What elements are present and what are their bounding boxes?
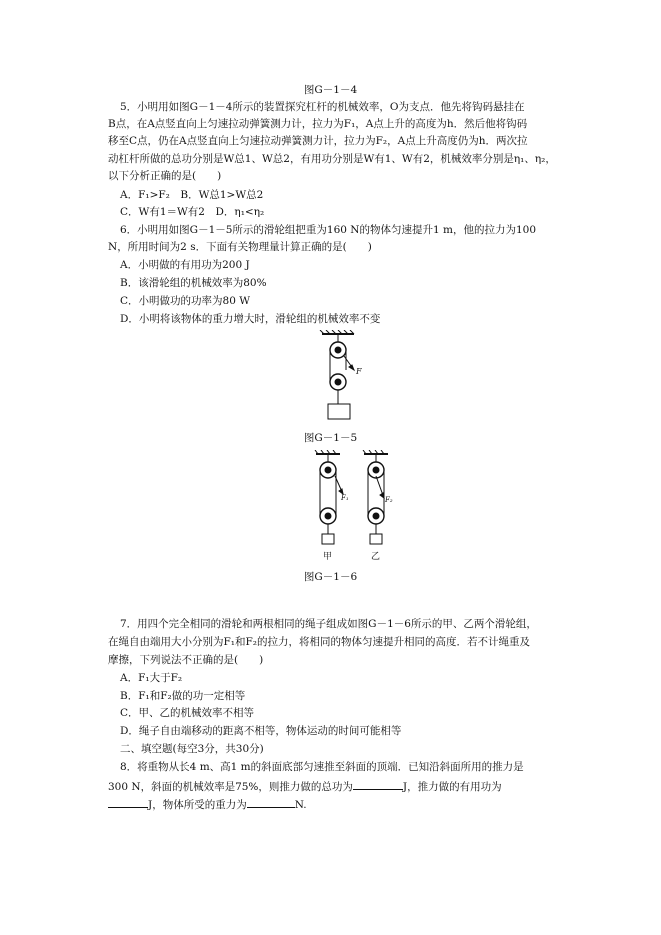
q5-line1: 5．小明用如图G－1－4所示的装置探究杠杆的机械效率，O为支点．他先将钩码悬挂在 <box>120 101 525 113</box>
q7-option-a: A．F₁大于F₂ <box>120 672 183 684</box>
figure-caption-g14: 图G－1－4 <box>303 84 358 96</box>
figure-g16-label-jia: 甲 <box>323 552 333 562</box>
q8-line2 <box>108 779 553 794</box>
q8-blank-gravity[interactable] <box>247 797 295 808</box>
q7-option-c: C．甲、乙的机械效率不相等 <box>120 707 255 719</box>
q7-option-b: B．F₁和F₂做的功一定相等 <box>120 690 246 702</box>
q6-option-c: C．小明做功的功率为80 W <box>120 295 251 307</box>
figure-caption-g16: 图G－1－6 <box>303 571 358 583</box>
q8-line2-text-b: J，推力做的有用功为 <box>402 781 502 793</box>
q5-line2: B点，在A点竖直向上匀速拉动弹簧测力计，拉力为F₁，A点上升的高度为h．然后他将钩码 <box>108 118 528 130</box>
figure-g15-force-label: F <box>356 367 362 376</box>
q5-line4: 动杠杆所做的总功分别是W总1、W总2，有用功分别是W有1、W有2，机械效率分别是η₁、η₂， <box>108 153 556 165</box>
q7-line2: 在绳自由端用大小分别为F₁和F₂的拉力，将相同的物体匀速提升相同的高度．若不计绳重及 <box>108 636 530 648</box>
q6-line1: 6．小明用如图G－1－5所示的滑轮组把重为160 N的物体匀速提升1 m，他的拉力为100 <box>120 224 537 236</box>
q5-options-cd: C．W有1＝W有2 D．η₁<η₂ <box>120 206 265 218</box>
q8-blank-total-work[interactable] <box>353 779 403 790</box>
q7-line1: 7．用四个完全相同的滑轮和两根相同的绳子组成如图G－1－6所示的甲、乙两个滑轮组， <box>120 618 537 630</box>
figure-g15-pulley-diagram <box>310 330 370 422</box>
section-2-heading: 二、填空题(每空3分，共30分) <box>120 743 264 755</box>
q6-option-d: D．小明将该物体的重力增大时，滑轮组的机械效率不变 <box>120 313 381 325</box>
q6-line2: N，所用时间为2 s．下面有关物理量计算正确的是( ) <box>108 241 372 253</box>
q6-option-b: B．该滑轮组的机械效率为80% <box>120 277 267 289</box>
q5-line3: 移至C点，仍在A点竖直向上匀速拉动弹簧测力计，拉力为F₂，A点上升高度仍为h．两次拉 <box>108 135 528 147</box>
q8-line3 <box>108 797 553 812</box>
q7-option-d: D．绳子自由端移动的距离不相等，物体运动的时间可能相等 <box>120 725 402 737</box>
q8-blank-useful-work[interactable] <box>108 797 148 808</box>
figure-g16-force-f1: F₁ <box>341 494 349 502</box>
figure-g16-force-f2: F₂ <box>385 496 393 504</box>
q8-line3-text-a: J，物体所受的重力为 <box>148 799 247 811</box>
figure-caption-g15: 图G－1－5 <box>303 432 358 444</box>
q6-option-a: A．小明做的有用功为200 J <box>120 259 250 271</box>
figure-g16-pulley-diagrams <box>308 450 398 562</box>
q5-options-ab: A．F₁>F₂ B．W总1>W总2 <box>120 189 264 201</box>
figure-g16-label-yi: 乙 <box>371 552 381 562</box>
q8-line3-text-b: N. <box>294 799 307 811</box>
q8-line1: 8．将重物从长4 m、高1 m的斜面底部匀速推至斜面的顶端．已知沿斜面所用的推力是 <box>120 761 524 773</box>
q5-line5: 以下分析正确的是( ) <box>108 170 222 182</box>
q8-line2-text-a: 300 N，斜面的机械效率是75%，则推力做的总功为 <box>108 781 353 793</box>
q7-line3: 摩擦，下列说法不正确的是( ) <box>108 654 264 666</box>
